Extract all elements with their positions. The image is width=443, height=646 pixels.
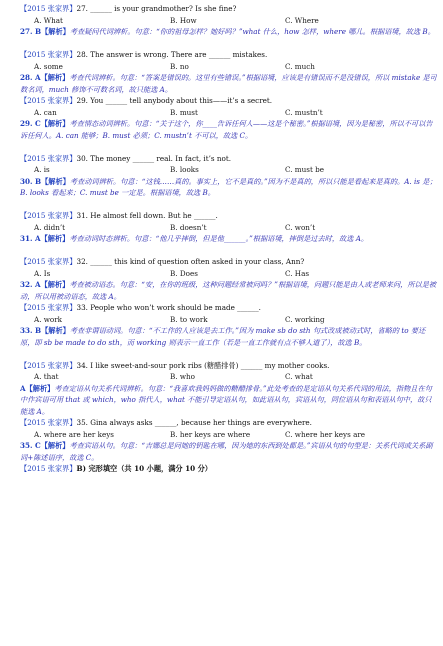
answer-key: A【解析】 [20,383,55,393]
question-text: 34. I like sweet-and-sour pork ribs (糖醋排骨) ______ my mother cooks. [76,360,330,370]
explanation [20,176,437,211]
source-tag: 【2015 张家界】 [20,50,77,59]
question-line [20,302,437,314]
question-line [20,417,437,429]
answer-key: 35. C【解析】 [20,441,70,450]
source-tag: 【2015 张家界】 [20,303,77,312]
answer-key: 33. B【解析】 [20,326,70,335]
option-c: C. what [285,372,313,381]
explanation [20,118,437,153]
option-a: A. work [34,314,63,324]
explanation [20,279,437,302]
option-b: B. no [170,61,189,71]
option-b: B. doesn’t [170,222,207,232]
options-line [20,371,437,383]
option-b: B. looks [170,165,199,174]
source-tag: 【2015 张家界】 [20,211,77,220]
explanation [20,440,437,463]
option-b: B. Does [170,268,198,278]
explanation-text: 考查代词辨析。句意：“答案是错误的。这里有些错误。”根据语境，应该是有错误而不是没错误，所以 mistake 是可数名词，much 修饰不可数名词，故只能选 A。 [20,73,437,94]
explanation [20,325,437,360]
explanation [20,383,437,418]
options-line [20,222,437,234]
options-line [20,107,437,119]
explanation-text: 考查疑问代词辨析。句意：“你的祖母怎样？她好吗？”what 什么，how 怎样，where 哪儿。根据语境，故选 B。 [69,27,435,36]
option-b: B. How [170,15,197,25]
option-c: C. mustn’t [285,107,323,117]
option-c: C. working [285,314,325,324]
option-b: B. her keys are where [170,429,251,439]
explanation-text: 考查非谓语动词。句意：“不工作的人应该是去工作。”因为 make sb do sth 句式改成被动式时，省略的 to 要还原，即 sb be made to do sth，而 working 则表示一直工作（若是一直工作就有点不够人道了），故选 B。 [20,326,426,347]
answer-key: 28. A【解析】 [20,73,70,82]
source-tag: 【2015 张家界】 [20,360,77,370]
question-text: 35. Gina always asks ______, because her things are everywhere. [76,418,312,427]
answer-key: 32. A【解析】 [20,280,70,289]
answer-key: 31. A【解析】 [20,234,70,243]
question-line [20,95,437,107]
answer-key: 30. B【解析】 [20,176,70,186]
option-b: B. who [170,372,195,381]
option-c: C. much [285,61,315,71]
question-text: 27. ______ is your grandmother? Is she fine? [76,4,237,13]
question-line [20,360,437,372]
source-tag: 【2015 张家界】 [20,464,77,473]
options-line [20,268,437,280]
explanation [20,233,437,256]
source-tag: 【2015 张家界】 [20,153,77,163]
answer-key: 29. C【解析】 [20,119,70,128]
explanation-text: 考查动词时态辨析。句意：“他几乎摔倒，但是他______。”根据语境，摔倒是过去时，故选 A。 [69,234,369,243]
option-a: A. didn’t [34,222,66,232]
option-c: C. must be [285,165,324,174]
option-c: C. won’t [285,222,316,232]
question-text: 31. He almost fell down. But he ______. [76,211,218,220]
explanation-text: 考查宾语从句。句意：“吉娜总是问她的钥匙在哪，因为她的东西到处都是。”宾语从句的句型是：关系代词或关系副词+陈述语序，故选 C。 [20,441,433,462]
options-line [20,429,437,441]
option-a: A. some [34,61,63,71]
option-c: C. Has [285,268,310,278]
question-text: 30. The money ______ real. In fact, it’s not. [76,153,232,163]
options-line [20,61,437,73]
explanation-text: 考查动词辨析。句意：“这钱……真的。事实上，它不是真的。”因为不是真的，所以只能是看起来是真的。A. is 是；B. looks 看起来；C. must be 一定是。根据语境，故选 B。 [20,176,437,197]
source-tag: 【2015 张家界】 [20,257,77,266]
option-b: B. to work [170,314,208,324]
option-a: A. What [34,15,63,25]
source-tag: 【2015 张家界】 [20,4,77,13]
explanation-text: 考查情态动词辨析。句意：“关于这个，你____告诉任何人——这是个秘密。”根据语境，因为是秘密，所以不可以告诉任何人。A. can 能够；B. must 必须；C. mustn’t 不可以，故选 C。 [20,119,433,140]
source-tag: 【2015 张家界】 [20,96,77,105]
options-line [20,15,437,27]
question-line [20,49,437,61]
option-a: A. can [34,107,57,117]
question-line [20,256,437,268]
question-line [20,3,437,15]
answer-key: 27. B【解析】 [20,27,70,36]
explanation [20,72,437,95]
options-line [20,314,437,326]
section-heading [20,463,437,475]
question-text: 29. You ______ tell anybody about this——it’s a secret. [76,96,273,105]
question-line [20,210,437,222]
option-b: B. must [170,107,198,117]
question-text: 28. The answer is wrong. There are ______ mistakes. [76,50,268,59]
option-a: A. that [34,372,59,381]
explanation-text: 考查被动语态。句意：“安，在你的班级，这种问题经常被问吗？”根据语境，问题只能是由人或老师来问，所以是被动，所以用被动语态，故选 A。 [20,280,437,301]
option-a: A. where are her keys [34,429,114,439]
explanation-text: 考查定语从句关系代词辨析。句意：“我喜欢我妈妈做的糖醋排骨。”此处考查的是定语从句关系代词的用法，指物且在句中作宾语可用 that 或 which，who 指代人，what 不能引导定语从句，如此语从句，宾语从句，同位语从句和表语从句中，故只能选 A。 [20,383,432,416]
section-title: B) 完形填空（共 10 小题，满分 10 分） [76,464,212,473]
options-line [20,164,437,176]
question-line [20,153,437,165]
explanation [20,26,437,49]
option-a: A. Is [34,268,51,278]
option-c: C. where her keys are [285,429,366,439]
question-text: 33. People who won’t work should be made ______. [76,303,261,312]
option-c: C. Where [285,15,319,25]
question-text: 32. ______ this kind of question often asked in your class, Ann? [76,257,305,266]
option-a: A. is [34,165,50,174]
source-tag: 【2015 张家界】 [20,418,77,427]
